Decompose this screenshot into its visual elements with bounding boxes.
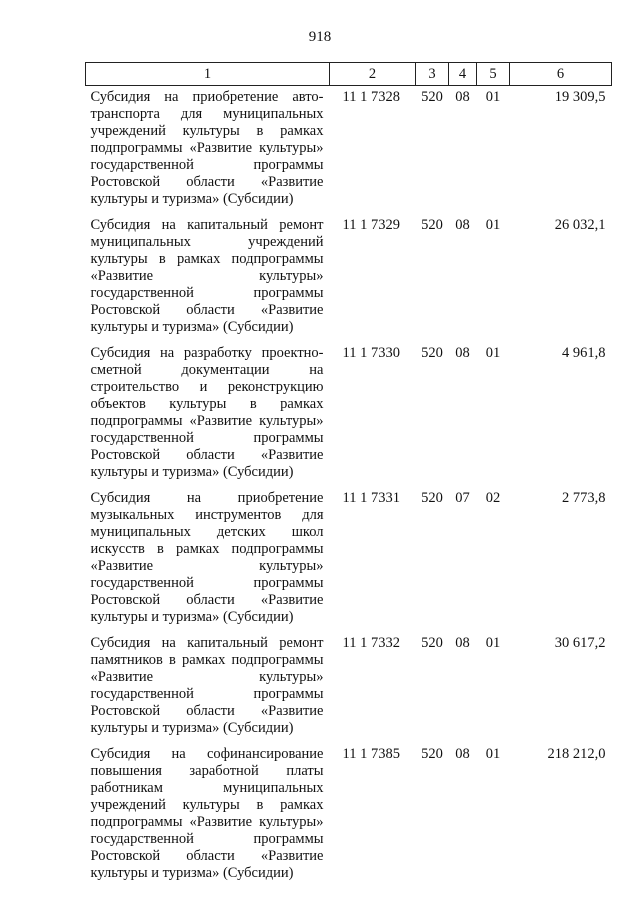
- row-name: Субсидия на приобретение музыкальных инструментов для муниципальных детских школ искусств в рамках подпрограммы «Развитие культуры» государственной программы Ростовской области «Развитие культуры и туризма» (Субсидии): [90, 490, 324, 625]
- page-number: 918: [308, 29, 332, 45]
- row-pr: 01: [485, 217, 501, 233]
- column-header: 6: [510, 63, 612, 86]
- row-rz: 08: [455, 635, 470, 651]
- budget-table: [85, 62, 612, 888]
- table-header-row: [86, 63, 612, 86]
- row-name: Субсидия на разработку проектно-сметной документации на строительство и реконструкцию объектов культуры в рамках подпрограммы «Развитие культуры» государственной программы Ростовской области «Развитие культуры и туризма» (Субсидии): [90, 345, 324, 480]
- row-amount: 19 309,5: [554, 89, 606, 105]
- row-amount: 26 032,1: [554, 217, 606, 233]
- row-amount: 30 617,2: [554, 635, 606, 651]
- row-code: 11 1 7328: [342, 89, 400, 105]
- row-vr: 520: [421, 89, 443, 105]
- row-code: 11 1 7331: [342, 490, 400, 506]
- row-pr: 01: [485, 746, 501, 762]
- row-amount: 218 212,0: [547, 746, 606, 762]
- row-rz: 08: [455, 746, 470, 762]
- row-pr: 01: [485, 635, 501, 651]
- table-row: [86, 632, 612, 743]
- row-rz: 07: [455, 490, 470, 506]
- column-header: 4: [449, 63, 477, 86]
- row-vr: 520: [421, 490, 443, 506]
- row-pr: 01: [485, 89, 501, 105]
- column-header: 5: [477, 63, 510, 86]
- column-header: 1: [86, 63, 330, 86]
- row-vr: 520: [421, 635, 443, 651]
- row-amount: 2 773,8: [562, 490, 606, 506]
- row-vr: 520: [421, 345, 443, 361]
- table-row: [86, 214, 612, 342]
- table-row: [86, 743, 612, 888]
- row-name: Субсидия на капитальный ремонт муниципальных учреждений культуры в рамках подпрограммы «Развитие культуры» государственной программы Ростовской области «Развитие культуры и туризма» (Субсидии): [90, 217, 324, 335]
- row-name: Субсидия на капитальный ремонт памятников в рамках подпрограммы «Развитие культуры» государственной программы Ростовской области «Развитие культуры и туризма» (Субсидии): [90, 635, 324, 736]
- row-name: Субсидия на софинансирование повышения заработной платы работникам муниципальных учреждений культуры в рамках подпрограммы «Развитие культуры» государственной программы Ростовской области «Развитие культуры и туризма» (Субсидии): [90, 746, 324, 881]
- row-vr: 520: [421, 746, 443, 762]
- table-row: [86, 342, 612, 487]
- column-header: 3: [416, 63, 449, 86]
- row-amount: 4 961,8: [562, 345, 606, 361]
- row-code: 11 1 7330: [342, 345, 400, 361]
- row-rz: 08: [455, 89, 470, 105]
- row-vr: 520: [421, 217, 443, 233]
- column-header: 2: [330, 63, 416, 86]
- row-pr: 02: [485, 490, 501, 506]
- row-rz: 08: [455, 217, 470, 233]
- row-code: 11 1 7385: [342, 746, 400, 762]
- row-pr: 01: [485, 345, 501, 361]
- row-rz: 08: [455, 345, 470, 361]
- row-name: Субсидия на приобретение авто-транспорта для муниципальных учреждений культуры в рамках подпрограммы «Развитие культуры» государственной программы Ростовской области «Развитие культуры и туризма» (Субсидии): [90, 89, 324, 207]
- row-code: 11 1 7332: [342, 635, 400, 651]
- table-row: [86, 86, 612, 215]
- row-code: 11 1 7329: [342, 217, 400, 233]
- table-row: [86, 487, 612, 632]
